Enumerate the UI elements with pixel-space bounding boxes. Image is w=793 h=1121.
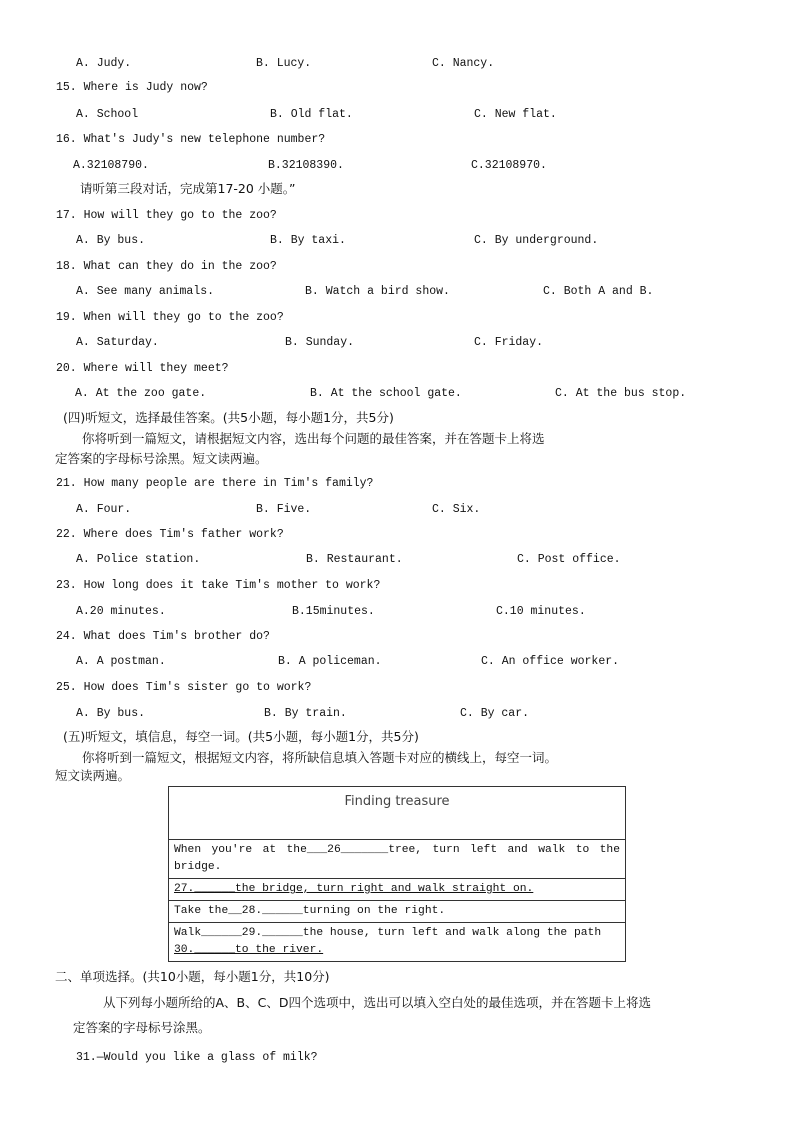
q18-options-c: C. Both A and B. bbox=[543, 285, 654, 298]
q22-options-c: C. Post office. bbox=[517, 553, 621, 566]
q22-options-a: A. Police station. bbox=[76, 553, 201, 566]
section2-heading: 二、单项选择。(共10小题，每小题1分，共10分) bbox=[55, 969, 330, 984]
q20-options-c: C. At the bus stop. bbox=[555, 387, 687, 400]
q25-options-b: B. By train. bbox=[264, 707, 347, 720]
q19-options-a: A. Saturday. bbox=[76, 336, 159, 349]
q23-options-b: B.15minutes. bbox=[292, 605, 375, 618]
q15-options-a: A. School bbox=[76, 108, 139, 121]
section2-instruction-2: 定答案的字母标号涂黑。 bbox=[73, 1020, 211, 1035]
table-row-28: Take the__28.______turning on the right. bbox=[169, 901, 626, 923]
part5-instruction-2: 短文读两遍。 bbox=[55, 768, 131, 783]
q16-options-c: C.32108970. bbox=[471, 159, 547, 172]
part4-instruction-1: 你将听到一篇短文，请根据短文内容，选出每个问题的最佳答案，并在答题卡上将选 bbox=[82, 431, 545, 446]
q18: 18. What can they do in the zoo? bbox=[56, 260, 277, 273]
q14-options-b: B. Lucy. bbox=[256, 57, 312, 70]
part4-instruction-2: 定答案的字母标号涂黑。短文读两遍。 bbox=[55, 451, 268, 466]
q24-options-c: C. An office worker. bbox=[481, 655, 620, 668]
q25: 25. How does Tim's sister go to work? bbox=[56, 681, 312, 694]
q25-options-c: C. By car. bbox=[460, 707, 530, 720]
q23: 23. How long does it take Tim's mother to work? bbox=[56, 579, 381, 592]
row-30-text: 30.______to the river. bbox=[174, 944, 324, 956]
q23-options-a: A.20 minutes. bbox=[76, 605, 166, 618]
part5-instruction-1: 你将听到一篇短文，根据短文内容，将所缺信息填入答题卡对应的横线上，每空一词。 bbox=[82, 750, 558, 765]
blank-27-text: 27.______the bridge, turn right and walk straight on. bbox=[174, 883, 534, 895]
q31: 31.—Would you like a glass of milk? bbox=[76, 1051, 318, 1064]
part5-heading: (五)听短文，填信息，每空一词。(共5小题，每小题1分，共5分) bbox=[63, 729, 419, 744]
q19-options-c: C. Friday. bbox=[474, 336, 544, 349]
section2-instruction-1: 从下列每小题所给的A、B、C、D四个选项中，选出可以填入空白处的最佳选项，并在答题卡上将选 bbox=[103, 995, 651, 1010]
q20: 20. Where will they meet? bbox=[56, 362, 229, 375]
section3-instruction: 请听第三段对话，完成第17-20 小题。” bbox=[80, 181, 296, 196]
q19-options-b: B. Sunday. bbox=[285, 336, 355, 349]
q20-options-a: A. At the zoo gate. bbox=[75, 387, 207, 400]
q17-options-b: B. By taxi. bbox=[270, 234, 346, 247]
q25-options-a: A. By bus. bbox=[76, 707, 146, 720]
q14-options-c: C. Nancy. bbox=[432, 57, 495, 70]
q16-options-a: A.32108790. bbox=[73, 159, 149, 172]
q19: 19. When will they go to the zoo? bbox=[56, 311, 284, 324]
q18-options-b: B. Watch a bird show. bbox=[305, 285, 450, 298]
q24: 24. What does Tim's brother do? bbox=[56, 630, 270, 643]
table-row-27 bbox=[169, 879, 626, 901]
q22: 22. Where does Tim's father work? bbox=[56, 528, 284, 541]
q21-options-b: B. Five. bbox=[256, 503, 312, 516]
q24-options-b: B. A policeman. bbox=[278, 655, 382, 668]
q14-options-a: A. Judy. bbox=[76, 57, 132, 70]
q21-options-a: A. Four. bbox=[76, 503, 132, 516]
finding-treasure-table bbox=[168, 786, 626, 962]
table-row-29-30 bbox=[169, 923, 626, 962]
q22-options-b: B. Restaurant. bbox=[306, 553, 403, 566]
q18-options-a: A. See many animals. bbox=[76, 285, 215, 298]
table-row-26: When you're at the___26_______tree, turn left and walk to the bridge. bbox=[169, 840, 626, 879]
q21-options-c: C. Six. bbox=[432, 503, 481, 516]
q15-options-b: B. Old flat. bbox=[270, 108, 353, 121]
row-29-text: Walk______29.______the house, turn left and walk along the path bbox=[174, 927, 602, 939]
q21: 21. How many people are there in Tim's family? bbox=[56, 477, 374, 490]
part4-heading: (四)听短文，选择最佳答案。(共5小题，每小题1分，共5分) bbox=[63, 410, 394, 425]
q24-options-a: A. A postman. bbox=[76, 655, 166, 668]
q16-options-b: B.32108390. bbox=[268, 159, 344, 172]
q23-options-c: C.10 minutes. bbox=[496, 605, 586, 618]
q15: 15. Where is Judy now? bbox=[56, 81, 208, 94]
q17: 17. How will they go to the zoo? bbox=[56, 209, 277, 222]
q17-options-c: C. By underground. bbox=[474, 234, 599, 247]
q17-options-a: A. By bus. bbox=[76, 234, 146, 247]
q15-options-c: C. New flat. bbox=[474, 108, 557, 121]
table-title: Finding treasure bbox=[169, 787, 626, 840]
q20-options-b: B. At the school gate. bbox=[310, 387, 462, 400]
q16: 16. What's Judy's new telephone number? bbox=[56, 133, 326, 146]
